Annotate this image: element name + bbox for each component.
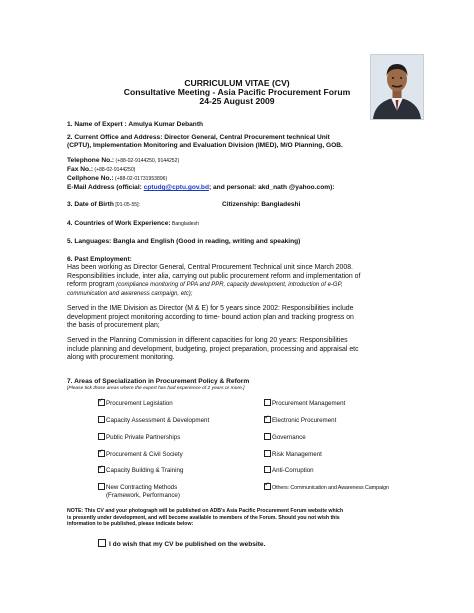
- publish-optout-row[interactable]: [98, 539, 265, 549]
- area-others[interactable]: ✓Others: Communication and Awareness Campaign: [264, 483, 389, 492]
- checkbox-icon[interactable]: [264, 466, 271, 473]
- expert-name: 1. Name of Expert : Amulya Kumar Debanth: [67, 121, 204, 128]
- countries-label: 4. Countries of Work Experience:: [67, 220, 171, 227]
- cellphone-row: [67, 175, 167, 183]
- area-new-contracting-methods[interactable]: New Contracting Methods (Framework, Performance): [98, 483, 180, 500]
- checkbox-icon[interactable]: [98, 399, 105, 406]
- email-row: [67, 184, 335, 192]
- employment-paragraph-3: Served in the Planning Commission in different capacities for long 20 years: Responsibilities include planning and development, budgeting, project preparation, processing and appraisal etc along with procurement monitoring.: [67, 337, 359, 362]
- checkbox-icon[interactable]: [98, 466, 105, 473]
- office-address-line1: 2. Current Office and Address: Director General, Central Procurement technical Unit: [67, 134, 330, 141]
- checkbox-icon[interactable]: [98, 433, 105, 440]
- area-electronic-procurement[interactable]: ✓ Electronic Procurement: [264, 416, 336, 425]
- countries-value: Bangladesh: [170, 221, 199, 227]
- checkbox-icon[interactable]: [98, 450, 105, 457]
- languages: 5. Languages: Bangla and English (Good in reading, writing and speaking): [67, 238, 301, 245]
- optout-label: I do wish that my CV be published on the website.: [109, 541, 266, 548]
- cv-subtitle: Consultative Meeting - Asia Pacific Procurement Forum: [123, 87, 351, 97]
- emp-p1-line1: Has been working as Director General, Central Procurement Technical unit since March 2008.: [67, 264, 353, 271]
- optout-checkbox-icon[interactable]: [98, 539, 106, 547]
- telephone-label: Telephone No.:: [67, 157, 115, 164]
- citizenship: Citizenship: Bangladeshi: [222, 201, 301, 208]
- checkbox-icon[interactable]: [264, 399, 271, 406]
- telephone-value: (+88-02-9144250, 9144252): [114, 158, 180, 164]
- telephone-row: [67, 157, 179, 165]
- cv-dates: 24-25 August 2009: [199, 96, 275, 106]
- emp-p1-line2: Responsibilities include, inter alia, carrying out public procurement reform and implementation of: [67, 272, 361, 280]
- area-procurement-civil-society[interactable]: ✓Procurement & Civil Society: [98, 450, 183, 459]
- employment-paragraph-1: [67, 264, 422, 298]
- area-risk-management[interactable]: Risk Management: [264, 450, 322, 459]
- emp-p1-line3: reform program (compliance monitoring of PPA and PPR, capacity development, introduction of e-GP,: [67, 281, 343, 289]
- office-address-line2: (CPTU), Implementation Monitoring and Evaluation Division (IMED), M/O Planning, GOB.: [67, 142, 343, 149]
- area-procurement-management[interactable]: Procurement Management: [264, 399, 345, 408]
- dob-label: 3. Date of Birth: [67, 201, 114, 208]
- dob-row: [67, 201, 140, 209]
- areas-note: [Please tick those areas where the expert has had experience of 2 years or more.]: [67, 386, 245, 391]
- dob-value: [01-05-55]:: [113, 202, 140, 208]
- areas-heading: 7. Areas of Specialization in Procurement Policy & Reform: [67, 378, 250, 385]
- fax-label: Fax No.:: [67, 166, 94, 173]
- checkbox-icon[interactable]: [98, 483, 105, 490]
- publication-note: NOTE: This CV and your photograph will be published on ADB's Asia Pacific Procurement Forum website which is presently under development, and will become available to members of the Forum. Should you not wish this information to be published, please indicate below:: [67, 508, 344, 528]
- area-capacity-assessment[interactable]: Capacity Assessment & Development: [98, 416, 209, 425]
- emp-p1-line4: communication and awareness campaign, etc);: [67, 290, 193, 297]
- countries-row: [67, 220, 199, 228]
- cellphone-label: Cellphone No.:: [67, 175, 114, 182]
- cv-title: CURRICULUM VITAE (CV): [184, 78, 290, 88]
- area-capacity-building[interactable]: ✓Capacity Building & Training: [98, 466, 183, 475]
- expert-photo: [370, 54, 424, 120]
- checkbox-icon[interactable]: [264, 483, 271, 490]
- checkbox-icon[interactable]: [264, 416, 271, 423]
- checkbox-icon[interactable]: [264, 450, 271, 457]
- area-procurement-legislation[interactable]: ✓Procurement Legislation: [98, 399, 173, 408]
- email-official-link[interactable]: cptudg@cptu.gov.bd: [143, 184, 209, 191]
- area-governance[interactable]: Governance: [264, 433, 306, 442]
- employment-heading: 6. Past Employment:: [67, 256, 132, 263]
- email-label: E-Mail Address (official:: [67, 184, 144, 191]
- area-anti-corruption[interactable]: Anti-Corruption: [264, 466, 314, 475]
- checkbox-icon[interactable]: [264, 433, 271, 440]
- fax-value: (+88-02-9144250): [93, 167, 136, 173]
- employment-paragraph-2: Served in the IME Division as Director (M & E) for 5 years since 2002: Responsibilities include development project monitoring according to time- bound action plan and tracking progress on the basis of procurement plan;: [67, 305, 354, 330]
- area-public-private-partnerships[interactable]: Public Private Partnerships: [98, 433, 180, 442]
- fax-row: [67, 166, 135, 174]
- email-personal: ; and personal: akd_nath @yahoo.com):: [208, 184, 335, 191]
- cellphone-value: (+88-02-01731953896): [113, 176, 168, 182]
- checkbox-icon[interactable]: [98, 416, 105, 423]
